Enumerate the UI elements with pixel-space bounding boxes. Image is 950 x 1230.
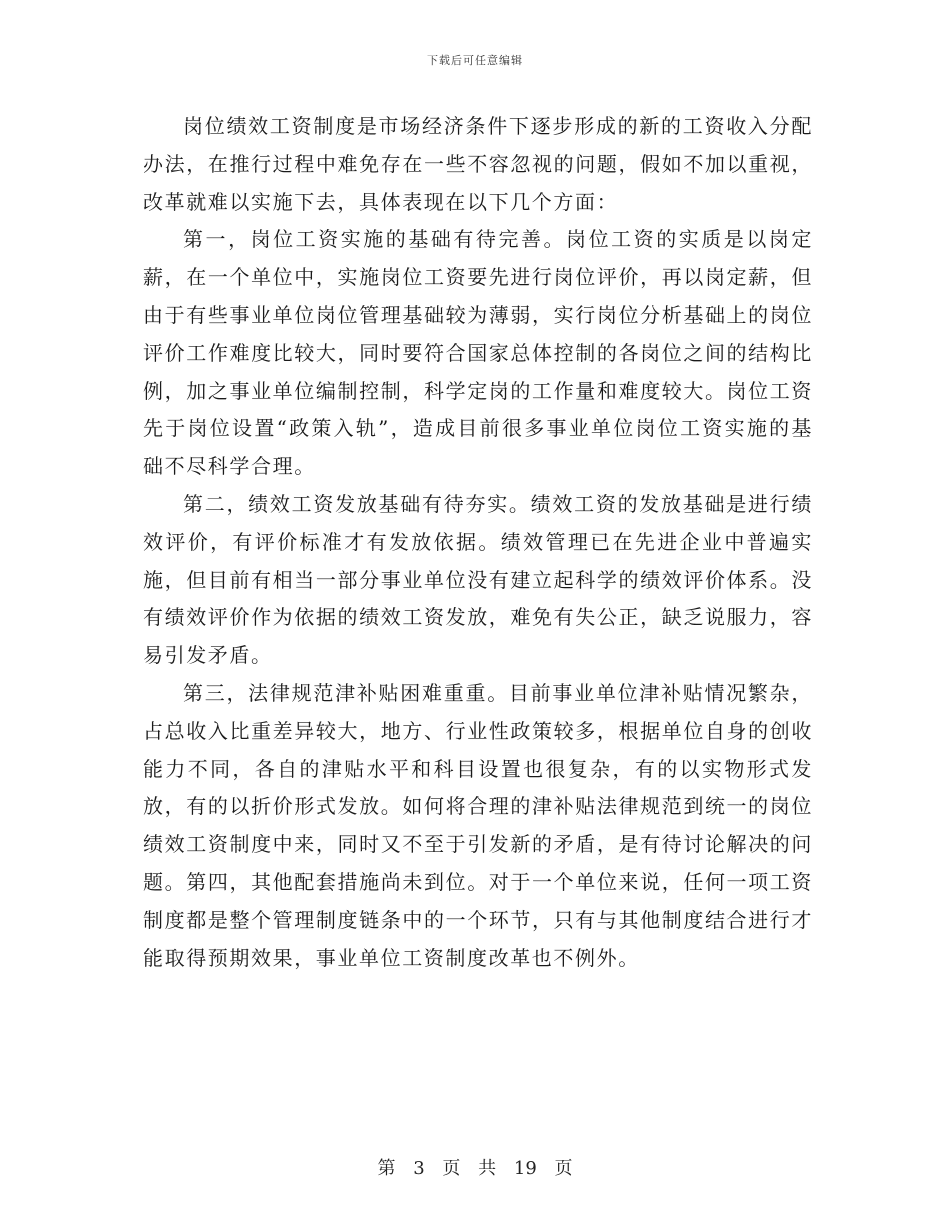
page-footer (0, 1154, 950, 1180)
footer-total-word: 共 (478, 1158, 497, 1179)
paragraph-first-point: 第一，岗位工资实施的基础有待完善。岗位工资的实质是以岗定薪，在一个单位中，实施岗位工资要先进行岗位评价，再以岗定薪，但由于有些事业单位岗位管理基础较为薄弱，实行岗位分析基础上的岗位评价工作难度比较大，同时要符合国家总体控制的各岗位之间的结构比例，加之事业单位编制控制，科学定岗的工作量和难度较大。岗位工资先于岗位设置“政策入轨”，造成目前很多事业单位岗位工资实施的基础不尽科学合理。 (143, 227, 813, 479)
paragraph-third-point: 第三，法律规范津补贴困难重重。目前事业单位津补贴情况繁杂，占总收入比重差异较大，地方、行业性政策较多，根据单位自身的创收能力不同，各自的津贴水平和科目设置也很复杂，有的以实物形式发放，有的以折价形式发放。如何将合理的津补贴法律规范到统一的岗位绩效工资制度中来，同时又不至于引发新的矛盾，是有待讨论解决的问题。第四，其他配套措施尚未到位。对于一个单位来说，任何一项工资制度都是整个管理制度链条中的一个环节，只有与其他制度结合进行才能取得预期效果，事业单位工资制度改革也不例外。 (143, 680, 813, 970)
paragraph-second-point: 第二，绩效工资发放基础有待夯实。绩效工资的发放基础是进行绩效评价，有评价标准才有发放依据。绩效管理已在先进企业中普遍实施，但目前有相当一部分事业单位没有建立起科学的绩效评价体系。没有绩效评价作为依据的绩效工资发放，难免有失公正，缺乏说服力，容易引发矛盾。 (143, 491, 813, 668)
footer-total-pages: 19 (513, 1158, 537, 1179)
paragraph-intro: 岗位绩效工资制度是市场经济条件下逐步形成的新的工资收入分配办法，在推行过程中难免存在一些不容忽视的问题，假如不加以重视，改革就难以实施下去，具体表现在以下几个方面： (143, 114, 813, 214)
footer-suffix: 页 (554, 1158, 573, 1179)
footer-page-word: 页 (442, 1158, 461, 1179)
footer-prefix: 第 (377, 1158, 396, 1179)
footer-current-page: 3 (413, 1158, 425, 1179)
document-body (143, 108, 813, 977)
page-header-note: 下载后可任意编辑 (427, 54, 523, 67)
